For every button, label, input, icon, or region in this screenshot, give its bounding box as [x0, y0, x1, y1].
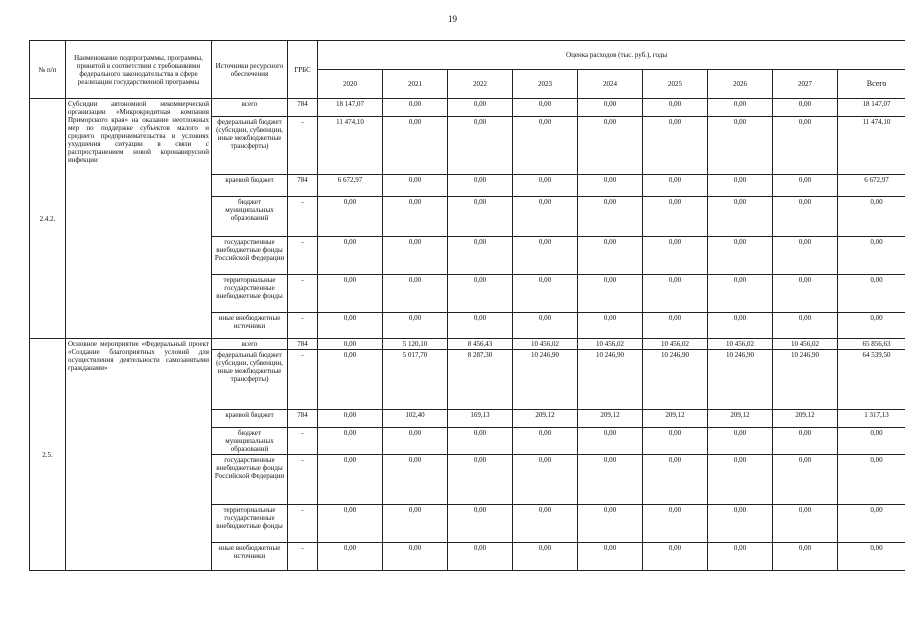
year-value: 0,00	[773, 237, 838, 275]
year-value: 0,00	[708, 275, 773, 313]
header-year: 2026	[708, 70, 773, 99]
funding-source: территориальные государственные внебюджетные фонды	[212, 275, 288, 313]
year-value: 10 456,02	[513, 339, 578, 350]
year-value: 0,00	[448, 428, 513, 455]
year-value: 209,12	[708, 410, 773, 428]
year-value: 0,00	[383, 543, 448, 571]
year-value: 0,00	[383, 428, 448, 455]
header-year: 2023	[513, 70, 578, 99]
year-value: 0,00	[773, 117, 838, 175]
year-value: 10 456,02	[578, 339, 643, 350]
total-value: 11 474,10	[838, 117, 905, 175]
grbs-code: -	[288, 313, 318, 339]
year-value: 0,00	[578, 237, 643, 275]
year-value: 11 474,10	[318, 117, 383, 175]
total-value: 0,00	[838, 455, 905, 505]
year-value: 0,00	[643, 275, 708, 313]
year-value: 0,00	[708, 175, 773, 197]
header-grbs: ГРБС	[288, 41, 318, 99]
year-value: 0,00	[643, 197, 708, 237]
year-value: 0,00	[773, 197, 838, 237]
year-value: 0,00	[448, 455, 513, 505]
year-value: 0,00	[773, 428, 838, 455]
table-row	[30, 339, 905, 350]
table-body	[30, 99, 905, 571]
year-value: 0,00	[513, 175, 578, 197]
total-value: 0,00	[838, 505, 905, 543]
year-value: 0,00	[318, 350, 383, 410]
year-value: 0,00	[773, 505, 838, 543]
total-value: 18 147,07	[838, 99, 905, 117]
total-value: 0,00	[838, 313, 905, 339]
year-value: 0,00	[383, 99, 448, 117]
header-row-top	[30, 41, 905, 70]
year-value: 0,00	[643, 313, 708, 339]
year-value: 0,00	[513, 275, 578, 313]
grbs-code: 784	[288, 410, 318, 428]
grbs-code: -	[288, 428, 318, 455]
year-value: 0,00	[383, 505, 448, 543]
year-value: 5 017,70	[383, 350, 448, 410]
year-value: 0,00	[513, 313, 578, 339]
funding-source: иные внебюджетные источники	[212, 543, 288, 571]
year-value: 209,12	[513, 410, 578, 428]
year-value: 0,00	[318, 455, 383, 505]
grbs-code: -	[288, 117, 318, 175]
year-value: 0,00	[513, 197, 578, 237]
year-value: 0,00	[513, 237, 578, 275]
year-value: 0,00	[513, 117, 578, 175]
year-value: 0,00	[708, 505, 773, 543]
year-value: 18 147,07	[318, 99, 383, 117]
year-value: 0,00	[708, 197, 773, 237]
year-value: 0,00	[773, 99, 838, 117]
header-source: Источники ресурсного обеспечения	[212, 41, 288, 99]
grbs-code: 784	[288, 339, 318, 350]
year-value: 10 246,90	[513, 350, 578, 410]
year-value: 0,00	[578, 428, 643, 455]
header-num: № п/п	[30, 41, 66, 99]
year-value: 6 672,97	[318, 175, 383, 197]
year-value: 209,12	[578, 410, 643, 428]
year-value: 0,00	[318, 275, 383, 313]
year-value: 0,00	[708, 117, 773, 175]
section-name: Основное мероприятие «Федеральный проект «Создание благоприятных условий для осуществления деятельности самозанятыми гражданами»	[66, 339, 212, 571]
year-value: 0,00	[708, 543, 773, 571]
funding-source: государственные внебюджетные фонды Российской Федерации	[212, 237, 288, 275]
year-value: 209,12	[643, 410, 708, 428]
grbs-code: -	[288, 543, 318, 571]
section-number: 2.5.	[30, 339, 66, 571]
funding-source: федеральный бюджет (субсидии, субвенции, иные межбюджетные трансферты)	[212, 117, 288, 175]
year-value: 0,00	[448, 505, 513, 543]
page-number: 19	[448, 14, 457, 24]
funding-source: всего	[212, 99, 288, 117]
year-value: 0,00	[318, 543, 383, 571]
year-value: 0,00	[773, 543, 838, 571]
grbs-code: -	[288, 350, 318, 410]
funding-source: краевой бюджет	[212, 410, 288, 428]
year-value: 0,00	[448, 175, 513, 197]
year-value: 0,00	[513, 543, 578, 571]
total-value: 0,00	[838, 237, 905, 275]
grbs-code: -	[288, 455, 318, 505]
header-name: Наименование подпрограммы, программы, принятой в соответствии с требованиями федерального законодательства в сфере реализации государственной программы	[66, 41, 212, 99]
year-value: 10 246,90	[773, 350, 838, 410]
year-value: 10 456,02	[708, 339, 773, 350]
year-value: 5 120,10	[383, 339, 448, 350]
year-value: 102,40	[383, 410, 448, 428]
year-value: 0,00	[643, 543, 708, 571]
grbs-code: 784	[288, 99, 318, 117]
year-value: 0,00	[578, 175, 643, 197]
year-value: 0,00	[383, 313, 448, 339]
year-value: 0,00	[708, 313, 773, 339]
year-value: 0,00	[773, 175, 838, 197]
funding-source: федеральный бюджет (субсидии, субвенции, иные межбюджетные трансферты)	[212, 350, 288, 410]
year-value: 0,00	[318, 410, 383, 428]
year-value: 0,00	[448, 117, 513, 175]
year-value: 0,00	[578, 275, 643, 313]
header-year: 2024	[578, 70, 643, 99]
year-value: 0,00	[773, 275, 838, 313]
grbs-code: 784	[288, 175, 318, 197]
year-value: 0,00	[448, 237, 513, 275]
year-value: 8 287,30	[448, 350, 513, 410]
year-value: 0,00	[383, 175, 448, 197]
budget-table	[29, 40, 905, 571]
year-value: 10 246,90	[708, 350, 773, 410]
total-value: 6 672,97	[838, 175, 905, 197]
header-year: 2020	[318, 70, 383, 99]
year-value: 0,00	[643, 175, 708, 197]
year-value: 0,00	[643, 455, 708, 505]
section-number: 2.4.2.	[30, 99, 66, 339]
year-value: 0,00	[513, 455, 578, 505]
funding-source: краевой бюджет	[212, 175, 288, 197]
year-value: 0,00	[578, 197, 643, 237]
section-name: Субсидии автономной некоммерческой организации «Микрокредитная компания Приморского края» на оказание неотложных мер по поддержке субъектов малого и среднего предпринимательства в условиях ухудшения ситуации в связи с распространением новой коронавирусной инфекции	[66, 99, 212, 339]
year-value: 0,00	[773, 455, 838, 505]
grbs-code: -	[288, 275, 318, 313]
year-value: 0,00	[383, 197, 448, 237]
year-value: 0,00	[643, 117, 708, 175]
grbs-code: -	[288, 505, 318, 543]
header-estimate: Оценка расходов (тыс. руб.), годы	[318, 41, 905, 70]
year-value: 0,00	[383, 275, 448, 313]
year-value: 0,00	[578, 313, 643, 339]
year-value: 0,00	[643, 99, 708, 117]
year-value: 0,00	[383, 455, 448, 505]
grbs-code: -	[288, 197, 318, 237]
year-value: 0,00	[513, 428, 578, 455]
year-value: 0,00	[318, 505, 383, 543]
year-value: 0,00	[578, 117, 643, 175]
total-value: 0,00	[838, 275, 905, 313]
year-value: 0,00	[578, 543, 643, 571]
year-value: 0,00	[773, 313, 838, 339]
header-year: 2025	[643, 70, 708, 99]
funding-source: иные внебюджетные источники	[212, 313, 288, 339]
year-value: 0,00	[448, 99, 513, 117]
year-value: 209,12	[773, 410, 838, 428]
year-value: 0,00	[643, 505, 708, 543]
total-value: 0,00	[838, 197, 905, 237]
year-value: 0,00	[708, 99, 773, 117]
header-year: 2022	[448, 70, 513, 99]
year-value: 0,00	[383, 237, 448, 275]
year-value: 0,00	[448, 543, 513, 571]
funding-source: всего	[212, 339, 288, 350]
year-value: 0,00	[318, 339, 383, 350]
year-value: 10 246,90	[578, 350, 643, 410]
header-total: Всего	[838, 70, 905, 99]
year-value: 0,00	[708, 428, 773, 455]
total-value: 64 539,50	[838, 350, 905, 410]
year-value: 0,00	[448, 313, 513, 339]
header-year: 2021	[383, 70, 448, 99]
year-value: 0,00	[643, 428, 708, 455]
year-value: 0,00	[578, 455, 643, 505]
year-value: 0,00	[318, 197, 383, 237]
total-value: 0,00	[838, 428, 905, 455]
year-value: 0,00	[578, 99, 643, 117]
header-year: 2027	[773, 70, 838, 99]
year-value: 0,00	[448, 275, 513, 313]
year-value: 10 456,02	[643, 339, 708, 350]
funding-source: бюджет муниципальных образований	[212, 197, 288, 237]
year-value: 0,00	[513, 505, 578, 543]
year-value: 8 456,43	[448, 339, 513, 350]
funding-source: бюджет муниципальных образований	[212, 428, 288, 455]
total-value: 0,00	[838, 543, 905, 571]
total-value: 65 856,63	[838, 339, 905, 350]
year-value: 0,00	[578, 505, 643, 543]
year-value: 0,00	[318, 313, 383, 339]
year-value: 10 246,90	[643, 350, 708, 410]
year-value: 169,13	[448, 410, 513, 428]
year-value: 0,00	[318, 237, 383, 275]
year-value: 0,00	[513, 99, 578, 117]
funding-source: территориальные государственные внебюджетные фонды	[212, 505, 288, 543]
year-value: 0,00	[383, 117, 448, 175]
year-value: 0,00	[643, 237, 708, 275]
year-value: 10 456,02	[773, 339, 838, 350]
year-value: 0,00	[448, 197, 513, 237]
grbs-code: -	[288, 237, 318, 275]
year-value: 0,00	[708, 455, 773, 505]
year-value: 0,00	[318, 428, 383, 455]
year-value: 0,00	[708, 237, 773, 275]
table-row	[30, 99, 905, 117]
total-value: 1 317,13	[838, 410, 905, 428]
funding-source: государственные внебюджетные фонды Российской Федерации	[212, 455, 288, 505]
